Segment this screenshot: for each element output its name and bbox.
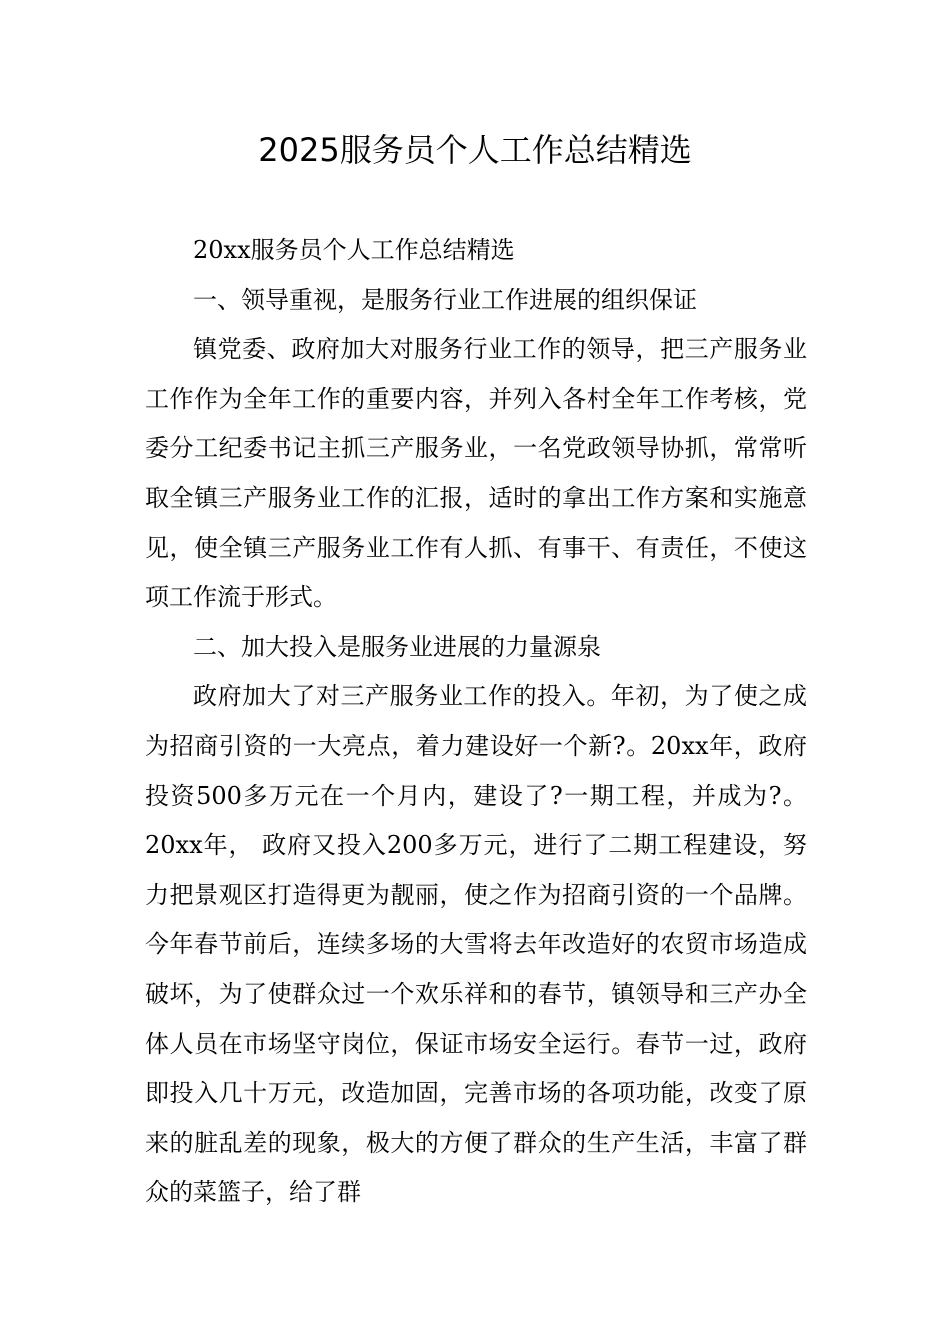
paragraph-subtitle: 20xx服务员个人工作总结精选 xyxy=(193,236,515,264)
paragraph-section-1: 镇党委、政府加大对服务行业工作的领导，把三产服务业工作作为全年工作的重要内容，并列入各村全年工作考核，党委分工纪委书记主抓三产服务业，一名党政领导协抓，常常听取全镇三产服务业工作的汇报，适时的拿出工作方案和实施意见，使全镇三产服务业工作有人抓、有事干、有责任，不使这项工作流于形式。 xyxy=(145,335,807,612)
paragraph-section-2: 政府加大了对三产服务业工作的投入。年初，为了使之成为招商引资的一大亮点，着力建设好一个新?。20xx年，政府投资500多万元在一个月内，建设了?一期工程，并成为?。20xx年， 政府又投入200多万元，进行了二期工程建设，努力把景观区打造得更为靓丽，使之作为招商引资的一个品牌。今年春节前后，连续多场的大雪将去年改造好的农贸市场造成破坏，为了使群众过一个欢乐祥和的春节，镇领导和三产办全体人员在市场坚守岗位，保证市场安全运行。春节一过，政府即投入几十万元，改造加固，完善市场的各项功能，改变了原来的脏乱差的现象，极大的方便了群众的生产生活，丰富了群众的菜篮子，给了群 xyxy=(145,682,807,1207)
heading-section-1: 一、领导重视，是服务行业工作进展的组织保证 xyxy=(193,285,697,314)
heading-section-2: 二、加大投入是服务业进展的力量源泉 xyxy=(193,632,601,661)
document-title: 2025服务员个人工作总结精选 xyxy=(258,131,692,169)
document-body xyxy=(145,226,807,1218)
